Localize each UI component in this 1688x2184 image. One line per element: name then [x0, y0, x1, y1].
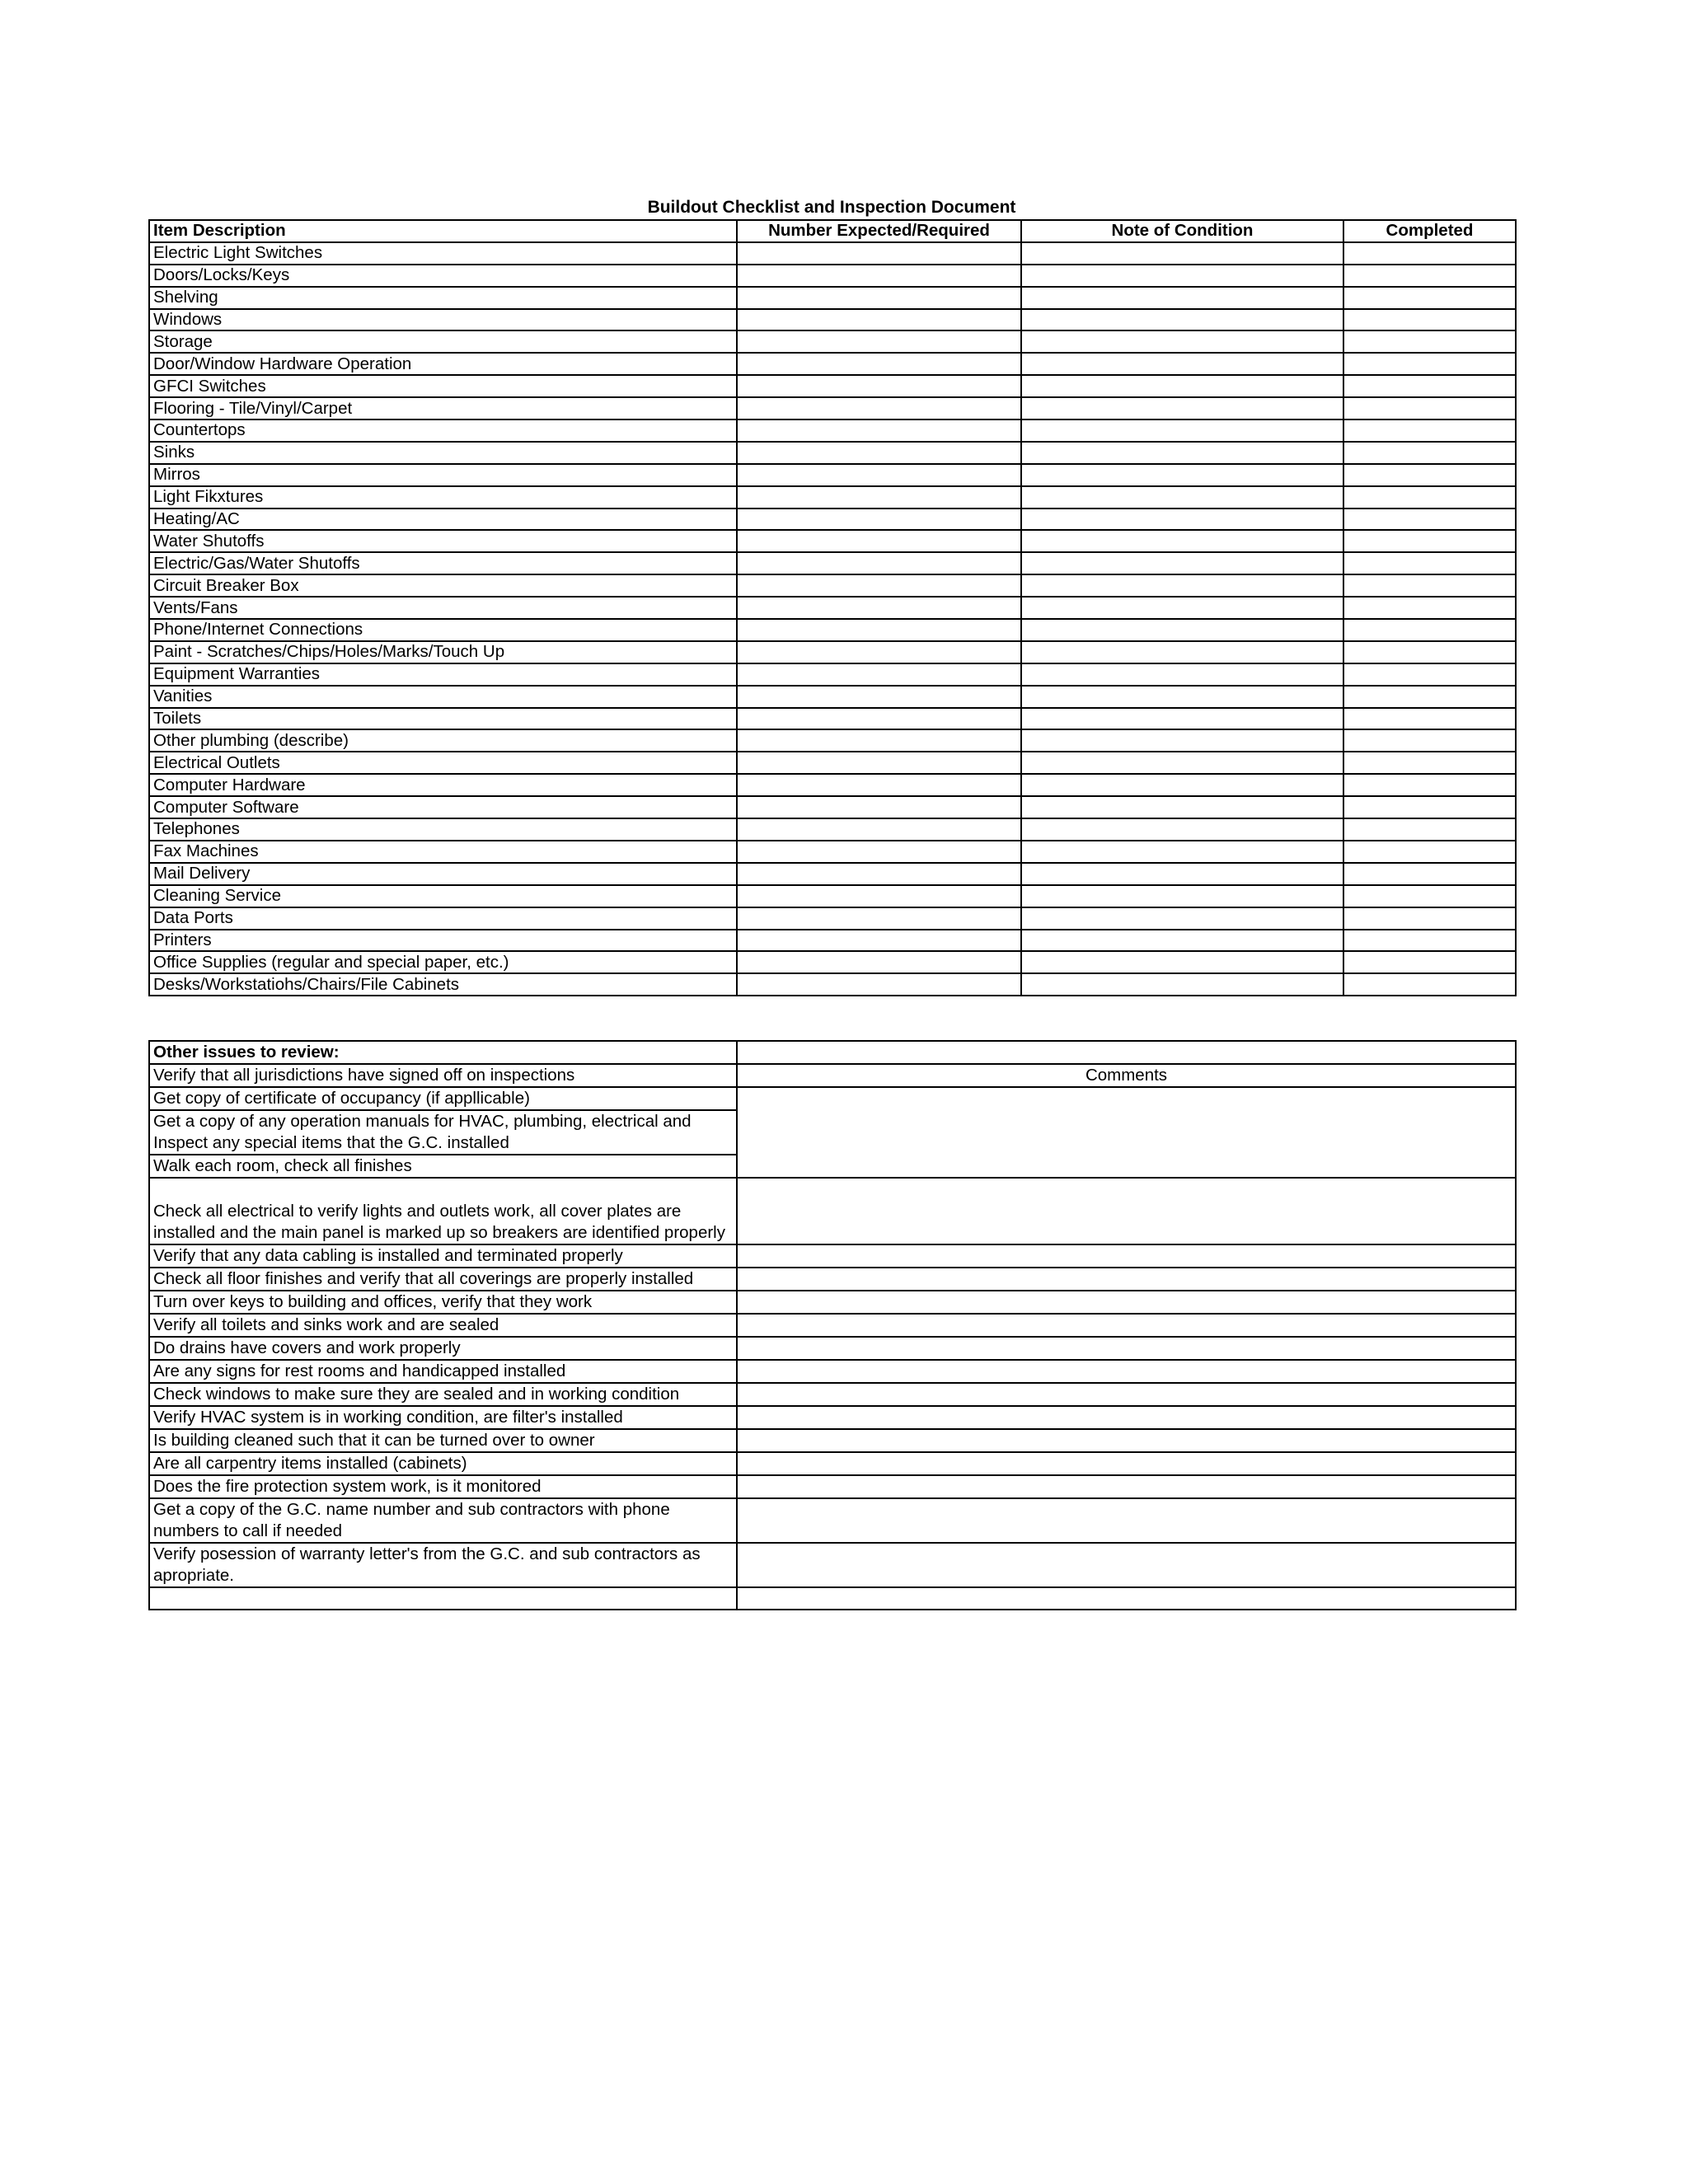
comment-cell[interactable] — [737, 1268, 1516, 1291]
note-of-condition-cell[interactable] — [1021, 265, 1343, 287]
completed-cell[interactable] — [1343, 774, 1516, 796]
review-row — [149, 1429, 1516, 1452]
comments-cell[interactable] — [737, 1087, 1516, 1178]
comment-cell[interactable] — [737, 1475, 1516, 1498]
completed-cell[interactable] — [1343, 841, 1516, 863]
review-row — [149, 1475, 1516, 1498]
comment-cell[interactable] — [737, 1429, 1516, 1452]
checklist-row — [149, 841, 1516, 863]
review-row — [149, 1383, 1516, 1406]
number-expected-cell[interactable] — [737, 663, 1021, 686]
item-description-cell: Shelving — [149, 287, 737, 309]
number-expected-cell[interactable] — [737, 242, 1021, 265]
checklist-row — [149, 641, 1516, 663]
completed-cell[interactable] — [1343, 309, 1516, 331]
completed-cell[interactable] — [1343, 597, 1516, 619]
number-expected-cell[interactable] — [737, 353, 1021, 375]
item-description-cell: Computer Hardware — [149, 774, 737, 796]
checklist-row — [149, 486, 1516, 509]
item-description-cell: Toilets — [149, 708, 737, 730]
completed-cell[interactable] — [1343, 397, 1516, 419]
note-of-condition-cell[interactable] — [1021, 729, 1343, 752]
checklist-row — [149, 397, 1516, 419]
checklist-header-row — [149, 220, 1516, 242]
note-of-condition-cell[interactable] — [1021, 486, 1343, 509]
review-row — [149, 1314, 1516, 1337]
checklist-row — [149, 708, 1516, 730]
review-item: Does the fire protection system work, is it monitored — [149, 1475, 737, 1498]
review-row — [149, 1498, 1516, 1543]
item-description-cell: Electric/Gas/Water Shutoffs — [149, 552, 737, 574]
item-description-cell: Telephones — [149, 818, 737, 841]
note-of-condition-cell[interactable] — [1021, 330, 1343, 353]
review-item: Check all floor finishes and verify that all coverings are properly installed — [149, 1268, 737, 1291]
review-row — [149, 1337, 1516, 1360]
review-row — [149, 1087, 1516, 1110]
completed-cell[interactable] — [1343, 242, 1516, 265]
item-description-cell: Windows — [149, 309, 737, 331]
completed-cell[interactable] — [1343, 287, 1516, 309]
note-of-condition-cell[interactable] — [1021, 464, 1343, 486]
checklist-row — [149, 574, 1516, 597]
review-item: Get a copy of any operation manuals for HVAC, plumbing, electrical and Inspect any special items that the G.C. installed — [149, 1110, 737, 1155]
checklist-row — [149, 752, 1516, 774]
review-row — [149, 1268, 1516, 1291]
checklist-row — [149, 818, 1516, 841]
completed-cell[interactable] — [1343, 486, 1516, 509]
note-of-condition-cell[interactable] — [1021, 574, 1343, 597]
completed-cell[interactable] — [1343, 641, 1516, 663]
review-item: Are all carpentry items installed (cabinets) — [149, 1452, 737, 1475]
item-description-cell: Mail Delivery — [149, 863, 737, 885]
completed-cell[interactable] — [1343, 353, 1516, 375]
review-header: Other issues to review: — [149, 1041, 737, 1064]
number-expected-cell[interactable] — [737, 951, 1021, 973]
completed-cell[interactable] — [1343, 885, 1516, 907]
item-description-cell: Phone/Internet Connections — [149, 619, 737, 641]
checklist-row — [149, 951, 1516, 973]
item-description-cell: Desks/Workstatiohs/Chairs/File Cabinets — [149, 973, 737, 996]
item-description-cell: Door/Window Hardware Operation — [149, 353, 737, 375]
comment-cell[interactable] — [737, 1498, 1516, 1543]
number-expected-cell[interactable] — [737, 907, 1021, 930]
note-of-condition-cell[interactable] — [1021, 686, 1343, 708]
document-title: Buildout Checklist and Inspection Document — [647, 198, 1016, 217]
number-expected-cell[interactable] — [737, 863, 1021, 885]
item-description-cell: GFCI Switches — [149, 375, 737, 397]
review-row — [149, 1543, 1516, 1587]
checklist-row — [149, 442, 1516, 464]
number-expected-cell[interactable] — [737, 265, 1021, 287]
item-description-cell: Vanities — [149, 686, 737, 708]
review-row — [149, 1178, 1516, 1244]
item-description-cell: Cleaning Service — [149, 885, 737, 907]
note-of-condition-cell[interactable] — [1021, 530, 1343, 552]
item-description-cell: Office Supplies (regular and special paper, etc.) — [149, 951, 737, 973]
checklist-row — [149, 774, 1516, 796]
item-description-cell: Fax Machines — [149, 841, 737, 863]
number-expected-cell[interactable] — [737, 619, 1021, 641]
review-row — [149, 1244, 1516, 1268]
item-description-cell: Equipment Warranties — [149, 663, 737, 686]
blank-item-cell[interactable] — [149, 1587, 737, 1610]
checklist-row — [149, 353, 1516, 375]
note-of-condition-cell[interactable] — [1021, 708, 1343, 730]
review-item: Turn over keys to building and offices, verify that they work — [149, 1291, 737, 1314]
checklist-row — [149, 309, 1516, 331]
number-expected-cell[interactable] — [737, 708, 1021, 730]
checklist-row — [149, 464, 1516, 486]
note-of-condition-cell[interactable] — [1021, 663, 1343, 686]
review-item: Verify posession of warranty letter's from the G.C. and sub contractors as apropriate. — [149, 1543, 737, 1587]
completed-cell[interactable] — [1343, 686, 1516, 708]
checklist-row — [149, 729, 1516, 752]
number-expected-cell[interactable] — [737, 442, 1021, 464]
note-of-condition-cell[interactable] — [1021, 619, 1343, 641]
completed-cell[interactable] — [1343, 509, 1516, 531]
note-of-condition-cell[interactable] — [1021, 752, 1343, 774]
note-of-condition-cell[interactable] — [1021, 353, 1343, 375]
completed-cell[interactable] — [1343, 619, 1516, 641]
comment-cell[interactable] — [737, 1452, 1516, 1475]
review-item: Verify that any data cabling is installed and terminated properly — [149, 1244, 737, 1268]
completed-cell[interactable] — [1343, 973, 1516, 996]
completed-cell[interactable] — [1343, 951, 1516, 973]
completed-cell[interactable] — [1343, 442, 1516, 464]
note-of-condition-cell[interactable] — [1021, 309, 1343, 331]
header-number-expected: Number Expected/Required — [737, 220, 1021, 242]
comment-cell[interactable] — [737, 1291, 1516, 1314]
number-expected-cell[interactable] — [737, 509, 1021, 531]
number-expected-cell[interactable] — [737, 752, 1021, 774]
comment-cell[interactable] — [737, 1543, 1516, 1587]
comment-cell[interactable] — [737, 1360, 1516, 1383]
item-description-cell: Circuit Breaker Box — [149, 574, 737, 597]
note-of-condition-cell[interactable] — [1021, 442, 1343, 464]
item-description-cell: Flooring - Tile/Vinyl/Carpet — [149, 397, 737, 419]
review-row — [149, 1360, 1516, 1383]
item-description-cell: Data Ports — [149, 907, 737, 930]
checklist-row — [149, 796, 1516, 818]
number-expected-cell[interactable] — [737, 796, 1021, 818]
review-row — [149, 1291, 1516, 1314]
checklist-row — [149, 686, 1516, 708]
checklist-row — [149, 287, 1516, 309]
item-description-cell: Printers — [149, 930, 737, 952]
number-expected-cell[interactable] — [737, 930, 1021, 952]
review-item: Are any signs for rest rooms and handicapped installed — [149, 1360, 737, 1383]
item-description-cell: Electrical Outlets — [149, 752, 737, 774]
item-description-cell: Sinks — [149, 442, 737, 464]
checklist-row — [149, 907, 1516, 930]
number-expected-cell[interactable] — [737, 686, 1021, 708]
checklist-row — [149, 375, 1516, 397]
number-expected-cell[interactable] — [737, 330, 1021, 353]
item-description-cell: Computer Software — [149, 796, 737, 818]
review-item: Is building cleaned such that it can be turned over to owner — [149, 1429, 737, 1452]
number-expected-cell[interactable] — [737, 641, 1021, 663]
completed-cell[interactable] — [1343, 930, 1516, 952]
comment-cell[interactable] — [737, 1178, 1516, 1244]
review-row-blank — [149, 1587, 1516, 1610]
note-of-condition-cell[interactable] — [1021, 973, 1343, 996]
checklist-row — [149, 242, 1516, 265]
number-expected-cell[interactable] — [737, 375, 1021, 397]
number-expected-cell[interactable] — [737, 419, 1021, 442]
review-item: Verify that all jurisdictions have signed off on inspections — [149, 1064, 737, 1087]
completed-cell[interactable] — [1343, 907, 1516, 930]
completed-cell[interactable] — [1343, 552, 1516, 574]
number-expected-cell[interactable] — [737, 397, 1021, 419]
note-of-condition-cell[interactable] — [1021, 242, 1343, 265]
item-description-cell: Electric Light Switches — [149, 242, 737, 265]
number-expected-cell[interactable] — [737, 486, 1021, 509]
comment-cell[interactable] — [737, 1244, 1516, 1268]
header-note-of-condition: Note of Condition — [1021, 220, 1343, 242]
number-expected-cell[interactable] — [737, 841, 1021, 863]
note-of-condition-cell[interactable] — [1021, 841, 1343, 863]
number-expected-cell[interactable] — [737, 464, 1021, 486]
comment-cell[interactable] — [737, 1337, 1516, 1360]
number-expected-cell[interactable] — [737, 287, 1021, 309]
comment-cell[interactable] — [737, 1406, 1516, 1429]
completed-cell[interactable] — [1343, 729, 1516, 752]
number-expected-cell[interactable] — [737, 309, 1021, 331]
review-item: Get copy of certificate of occupancy (if appllicable) — [149, 1087, 737, 1110]
completed-cell[interactable] — [1343, 663, 1516, 686]
review-item: Verify HVAC system is in working condition, are filter's installed — [149, 1406, 737, 1429]
comments-label: Comments — [737, 1064, 1516, 1087]
item-description-cell: Countertops — [149, 419, 737, 442]
completed-cell[interactable] — [1343, 752, 1516, 774]
number-expected-cell[interactable] — [737, 552, 1021, 574]
completed-cell[interactable] — [1343, 265, 1516, 287]
note-of-condition-cell[interactable] — [1021, 509, 1343, 531]
number-expected-cell[interactable] — [737, 729, 1021, 752]
completed-cell[interactable] — [1343, 419, 1516, 442]
note-of-condition-cell[interactable] — [1021, 863, 1343, 885]
comment-cell[interactable] — [737, 1314, 1516, 1337]
note-of-condition-cell[interactable] — [1021, 818, 1343, 841]
checklist-row — [149, 863, 1516, 885]
number-expected-cell[interactable] — [737, 973, 1021, 996]
comment-cell[interactable] — [737, 1587, 1516, 1610]
completed-cell[interactable] — [1343, 330, 1516, 353]
completed-cell[interactable] — [1343, 375, 1516, 397]
completed-cell[interactable] — [1343, 863, 1516, 885]
checklist-row — [149, 552, 1516, 574]
number-expected-cell[interactable] — [737, 530, 1021, 552]
review-item: Do drains have covers and work properly — [149, 1337, 737, 1360]
checklist-row — [149, 530, 1516, 552]
checklist-row — [149, 973, 1516, 996]
note-of-condition-cell[interactable] — [1021, 375, 1343, 397]
note-of-condition-cell[interactable] — [1021, 774, 1343, 796]
checklist-row — [149, 597, 1516, 619]
note-of-condition-cell[interactable] — [1021, 907, 1343, 930]
note-of-condition-cell[interactable] — [1021, 930, 1343, 952]
checklist-table — [148, 219, 1517, 996]
note-of-condition-cell[interactable] — [1021, 796, 1343, 818]
note-of-condition-cell[interactable] — [1021, 397, 1343, 419]
note-of-condition-cell[interactable] — [1021, 951, 1343, 973]
header-completed: Completed — [1343, 220, 1516, 242]
review-header-blank — [737, 1041, 1516, 1064]
number-expected-cell[interactable] — [737, 774, 1021, 796]
review-table — [148, 1040, 1517, 1610]
review-row — [149, 1064, 1516, 1087]
checklist-row — [149, 619, 1516, 641]
note-of-condition-cell[interactable] — [1021, 419, 1343, 442]
checklist-row — [149, 663, 1516, 686]
review-row — [149, 1452, 1516, 1475]
note-of-condition-cell[interactable] — [1021, 597, 1343, 619]
checklist-row — [149, 509, 1516, 531]
item-description-cell: Mirros — [149, 464, 737, 486]
number-expected-cell[interactable] — [737, 818, 1021, 841]
note-of-condition-cell[interactable] — [1021, 641, 1343, 663]
checklist-row — [149, 265, 1516, 287]
number-expected-cell[interactable] — [737, 885, 1021, 907]
number-expected-cell[interactable] — [737, 597, 1021, 619]
item-description-cell: Vents/Fans — [149, 597, 737, 619]
note-of-condition-cell[interactable] — [1021, 287, 1343, 309]
checklist-row — [149, 330, 1516, 353]
checklist-row — [149, 885, 1516, 907]
number-expected-cell[interactable] — [737, 574, 1021, 597]
checklist-row — [149, 419, 1516, 442]
item-description-cell: Other plumbing (describe) — [149, 729, 737, 752]
comment-cell[interactable] — [737, 1383, 1516, 1406]
note-of-condition-cell[interactable] — [1021, 885, 1343, 907]
completed-cell[interactable] — [1343, 708, 1516, 730]
item-description-cell: Light Fikxtures — [149, 486, 737, 509]
review-item: Check all electrical to verify lights and outlets work, all cover plates are installed and the main panel is marked up so breakers are identified properly — [149, 1178, 737, 1244]
completed-cell[interactable] — [1343, 464, 1516, 486]
review-item: Get a copy of the G.C. name number and sub contractors with phone numbers to call if needed — [149, 1498, 737, 1543]
note-of-condition-cell[interactable] — [1021, 552, 1343, 574]
review-item: Verify all toilets and sinks work and are sealed — [149, 1314, 737, 1337]
review-item: Check windows to make sure they are sealed and in working condition — [149, 1383, 737, 1406]
completed-cell[interactable] — [1343, 574, 1516, 597]
header-item-description: Item Description — [149, 220, 737, 242]
item-description-cell: Paint - Scratches/Chips/Holes/Marks/Touch Up — [149, 641, 737, 663]
item-description-cell: Doors/Locks/Keys — [149, 265, 737, 287]
review-row — [149, 1406, 1516, 1429]
review-header-row — [149, 1041, 1516, 1064]
item-description-cell: Storage — [149, 330, 737, 353]
item-description-cell: Water Shutoffs — [149, 530, 737, 552]
checklist-row — [149, 930, 1516, 952]
completed-cell[interactable] — [1343, 818, 1516, 841]
item-description-cell: Heating/AC — [149, 509, 737, 531]
completed-cell[interactable] — [1343, 530, 1516, 552]
review-item: Walk each room, check all finishes — [149, 1155, 737, 1178]
completed-cell[interactable] — [1343, 796, 1516, 818]
